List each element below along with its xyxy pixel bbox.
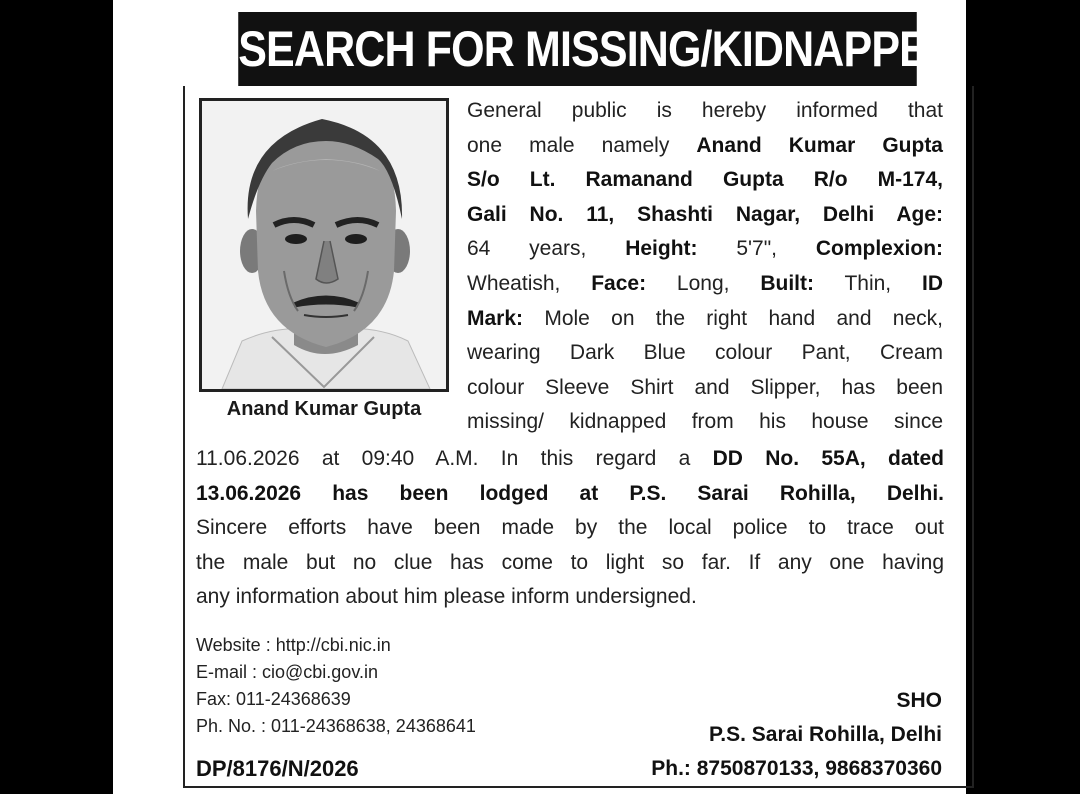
contact-details xyxy=(196,632,476,740)
body-line xyxy=(196,442,944,477)
bold-text: Height: xyxy=(625,237,698,261)
bold-text: DD No. 55A, dated xyxy=(712,447,944,470)
body-line xyxy=(467,336,943,371)
body-text: missing/ kidnapped from his house since xyxy=(467,410,943,434)
body-line xyxy=(467,371,943,406)
body-text: the male but no clue has come to light so far. If any one having xyxy=(196,550,944,574)
email-text: E-mail : cio@cbi.gov.in xyxy=(196,662,378,682)
reference-number: DP/8176/N/2026 xyxy=(196,756,359,781)
fax-text: Fax: 011-24368639 xyxy=(196,689,351,709)
notice-body-full-width xyxy=(196,442,944,615)
phone-text: Ph. No. : 011-24368638, 24368641 xyxy=(196,716,476,736)
body-line xyxy=(196,511,944,546)
body-line xyxy=(196,477,944,512)
bold-text: Built: xyxy=(760,271,814,295)
photo-caption: Anand Kumar Gupta xyxy=(226,398,422,420)
body-line xyxy=(467,302,943,337)
body-text: colour Sleeve Shirt and Slipper, has been xyxy=(467,375,943,399)
notice-body-wrapped xyxy=(467,94,943,440)
body-text: 5'7", xyxy=(697,237,816,261)
body-text: General public is hereby informed that xyxy=(467,99,943,122)
bold-text: ID xyxy=(921,271,943,295)
body-line xyxy=(196,580,944,615)
body-text: 64 years, xyxy=(467,237,626,261)
body-text: Mole on the right hand and neck, xyxy=(523,306,943,330)
signatory-phone: Ph.: 8750870133, 9868370360 xyxy=(651,757,942,780)
bold-text: S/o Lt. Ramanand Gupta R/o M-174, xyxy=(467,168,943,192)
body-text: one male namely xyxy=(467,133,697,157)
bold-text: 13.06.2026 has been lodged at P.S. Sarai Rohilla, Delhi. xyxy=(196,481,944,505)
body-line xyxy=(467,405,943,440)
notice-title: SEARCH FOR MISSING/KIDNAPPED xyxy=(238,12,917,86)
portrait-image xyxy=(202,101,446,389)
body-text: Thin, xyxy=(813,271,922,295)
website-text: Website : http://cbi.nic.in xyxy=(196,635,391,655)
bold-text: Complexion: xyxy=(815,237,944,261)
bold-text: Anand Kumar Gupta xyxy=(696,133,943,157)
body-text: Sincere efforts have been made by the local police to trace out xyxy=(196,516,944,540)
signatory-block xyxy=(651,684,942,786)
body-line xyxy=(467,267,943,302)
body-text: 11.06.2026 at 09:40 A.M. In this regard a xyxy=(196,447,713,470)
signatory-title: SHO xyxy=(896,689,942,712)
body-text: any information about him please inform undersigned. xyxy=(196,585,697,609)
body-line xyxy=(467,163,943,198)
body-text: Long, xyxy=(646,271,761,295)
missing-person-photo xyxy=(199,98,449,392)
body-line xyxy=(467,94,943,129)
body-line xyxy=(467,198,943,233)
body-line xyxy=(467,232,943,267)
body-text: Wheatish, xyxy=(467,271,592,295)
signatory-station: P.S. Sarai Rohilla, Delhi xyxy=(708,723,942,746)
body-line xyxy=(467,129,943,164)
bold-text: Face: xyxy=(591,271,647,295)
body-line xyxy=(196,546,944,581)
bold-text: Mark: xyxy=(467,306,524,330)
bold-text: Gali No. 11, Shashti Nagar, Delhi Age: xyxy=(467,202,943,226)
body-text: wearing Dark Blue colour Pant, Cream xyxy=(467,341,943,365)
notice-page xyxy=(113,0,966,794)
